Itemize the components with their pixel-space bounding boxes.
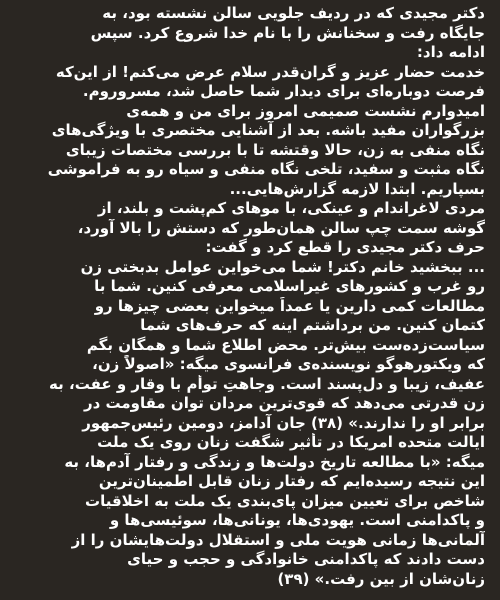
text-line: زنان‌شان از بین رفت.» (۳۹) [277,569,485,588]
text-line: دکتر مجیدی که در ردیف جلویی سالن نشسته بود، به [102,4,485,22]
text-line: نگاه منفی به زن، حالا وقتشه تا با بررسی مختصات زیبای [65,140,485,159]
text-line: برابر او را ندارند.» (۳۸) جان آدامز، دومین رئیس‌جمهور [82,413,485,432]
text-line: آلمانی‌ها زمانی هویت ملی و استقلال دولت‌هایشان را از [71,530,485,549]
text-line: عفیف، زیبا و دل‌پسند است. وجاهتِ توأم با وقار و عفت، به [49,374,485,393]
text-line: ادامه داد: [416,43,485,61]
text-line: ... ببخشید خانم دکتر! شما می‌خواین عوامل بدبختی زن [80,257,485,276]
text-line: که ویکتورهوگو نویسنده‌ی فرانسوی میگه: «اصولاً زن، [92,355,485,373]
text-line: رو غرب و کشورهای غیراسلامی معرفی کنین. شما با [94,277,485,295]
text-line: نگاه مثبت و سفید، تلخی نگاه منفی و سیاه رو به فراموشی [47,160,485,178]
text-line: امیدوارم نشست صمیمی امروز برای من و همه‌ی [126,101,485,120]
text-line: دست دادند که پاکدامنی خانوادگی و حجب و حیای [127,550,485,568]
text-line: کتمان کنین. من برداشتم اینه که حرف‌های شما [140,316,485,334]
text-line: فرصت دوباره‌ای برای دیدار شما حاصل شد، مسروروم. [82,82,485,100]
text-line: زن قدرتی می‌دهد که قوی‌ترین مردان توان مقاومت در [83,394,485,412]
text-line: مطالعات کمی دارین یا عمداً میخواین بعضی چیزها رو [94,296,485,315]
text-line: شاخص برای تعیین میزان پای‌بندی یک ملت به اخلاقیات [85,491,485,510]
text-line: این نتیجه رسیده‌ایم که رفتار زنان قابل اطمینان‌ترین [98,472,485,490]
text-line: و پاکدامنی است. یهودی‌ها، یونانی‌ها، سوئیسی‌ها و [109,511,485,529]
document-text [17,4,485,589]
text-line: جایگاه رفت و سخنانش را با نام خدا شروع کرد. سپس [90,23,485,42]
text-line: بزرگواران مفید باشه. بعد از آشنایی مختصری با ویژگی‌های [51,121,485,139]
text-line: بسپاریم. ابتدا لازمه گزارش‌هایی... [229,179,485,198]
text-line: مردی لاغراندام و عینکی، با موهای کم‌پشت و بلند، از [97,199,485,217]
text-line: ایالت متحده امریکا در تأثیر شگفت زنان روی یک ملت [97,433,485,451]
text-line: سیاست‌زده‌ست بیش‌تر. محض اطلاع شما و همگان بگم [86,335,485,354]
text-line: گوشه سمت چپ سالن همان‌طور که دستش را بالا آورد، [77,218,485,237]
text-line: حرف دکتر مجیدی را قطع کرد و گفت: [205,238,485,256]
text-line: میگه: «با مطالعه تاریخ دولت‌ها و زندگی و رفتار آدم‌ها، به [64,452,485,471]
text-line: خدمت حضار عزیز و گران‌قدر سلام عرض می‌کنم! از این‌که [55,62,485,81]
